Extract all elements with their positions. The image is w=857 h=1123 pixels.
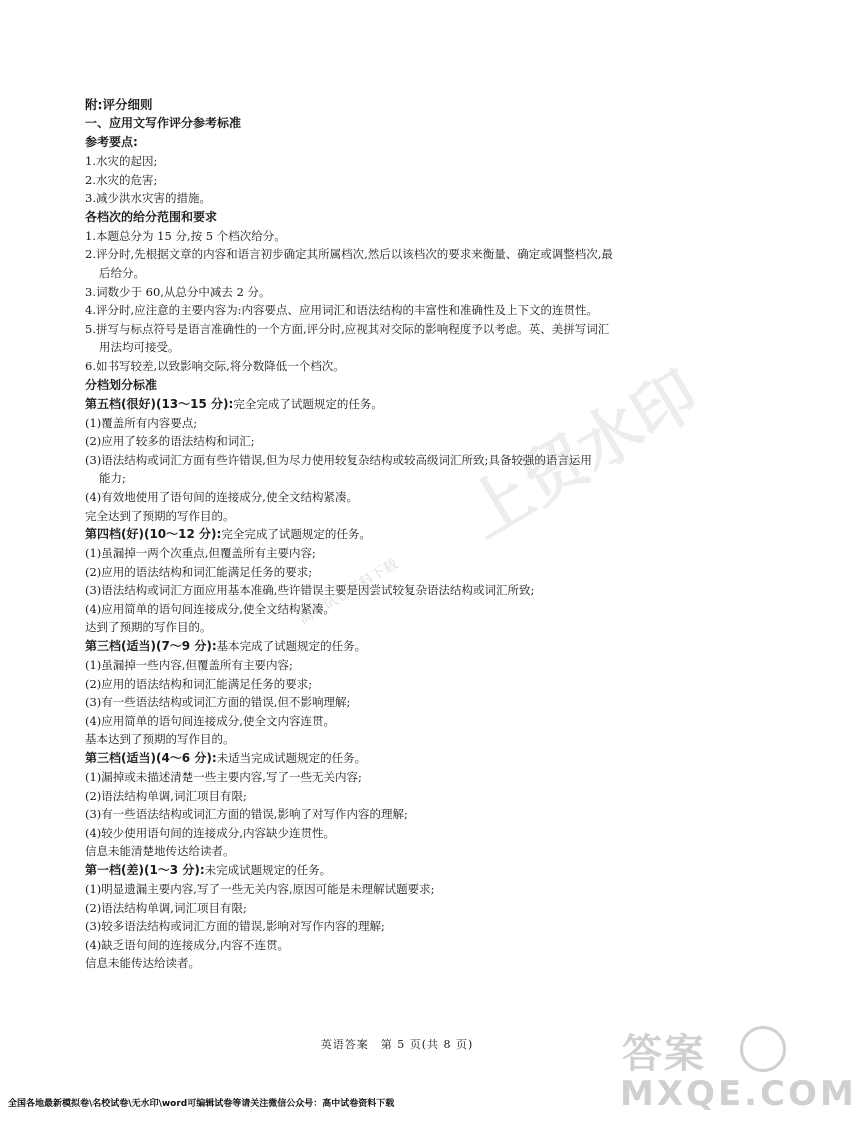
criteria-item: (1)明显遗漏主要内容,写了一些无关内容,原因可能是未理解试题要求;	[85, 882, 435, 896]
criteria-item: (1)漏掉或未描述清楚一些主要内容,写了一些无关内容;	[85, 770, 362, 785]
section-title: 一、应用文写作评分参考标准	[85, 116, 242, 130]
grade-block	[85, 525, 725, 637]
grade-header	[85, 525, 725, 544]
grade-summary: 完全达到了预期的写作目的。	[85, 508, 235, 523]
grade-header	[85, 637, 725, 656]
criteria-item: (3)语法结构或词汇方面有些许错误,但为尽力使用较复杂结构或较高级词汇所致;具备较强的语言运用	[85, 452, 592, 467]
grade-block	[85, 749, 725, 861]
grade-desc: 未完成试题规定的任务。	[204, 863, 332, 877]
criteria-item: (1)虽漏掉一两个次重点,但覆盖所有主要内容;	[85, 546, 316, 561]
grade-summary: 基本达到了预期的写作目的。	[85, 732, 235, 747]
grade-summary: 信息未能清楚地传达给读者。	[85, 844, 235, 859]
list-item: 5.拼写与标点符号是语言准确性的一个方面,评分时,应视其对交际的影响程度予以考虑。英、美拼写词汇	[85, 321, 610, 336]
page-footer: 英语答案 第 5 页(共 8 页)	[320, 1038, 474, 1051]
ranges-heading: 各档次的给分范围和要求	[85, 209, 218, 224]
criteria-item: (2)语法结构单调,词汇项目有限;	[85, 788, 247, 803]
criteria-item: (2)应用的语法结构和词汇能满足任务的要求;	[85, 564, 313, 579]
logo-circle-icon	[740, 1026, 786, 1072]
logo-text: 答案	[622, 1031, 706, 1077]
grade-title: 第四档(好)(10～12 分):	[85, 527, 222, 542]
grade-block	[85, 861, 725, 973]
list-item: 1.水灾的起因;	[85, 154, 158, 168]
list-item: 2.水灾的危害;	[85, 172, 158, 187]
criteria-item: (4)较少使用语句间的连接成分,内容缺少连贯性。	[85, 825, 335, 840]
grade-desc: 基本完成了试题规定的任务。	[216, 639, 367, 654]
grade-title: 第一档(差)(1～3 分):	[85, 863, 205, 877]
key-points-list	[85, 152, 725, 208]
criteria-item: (2)语法结构单调,词汇项目有限;	[85, 900, 247, 915]
grading-heading: 分档划分标准	[85, 377, 158, 392]
criteria-item: (3)有一些语法结构或词汇方面的错误,影响了对写作内容的理解;	[85, 807, 408, 822]
grade-title: 第三档(适当)(4～6 分):	[85, 751, 217, 766]
list-item-continued: 用法均可接受。	[99, 340, 180, 355]
page-title: 附:评分细则	[85, 97, 153, 112]
grade-desc: 完全完成了试题规定的任务。	[233, 396, 383, 411]
grade-block	[85, 637, 725, 749]
grade-title: 第三档(适当)(7～9 分):	[85, 639, 217, 654]
grade-summary: 信息未能传达给读者。	[85, 956, 200, 971]
criteria-item: (3)有一些语法结构或词汇方面的错误,但不影响理解;	[85, 695, 351, 710]
grade-header	[85, 395, 725, 414]
criteria-item: (4)缺乏语句间的连接成分,内容不连贯。	[85, 937, 289, 952]
ranges-list	[85, 227, 725, 376]
grade-desc: 未适当完成试题规定的任务。	[216, 751, 367, 766]
key-points-heading: 参考要点:	[85, 135, 138, 149]
list-item: 2.评分时,先根据文章的内容和语言初步确定其所属档次,然后以该档次的要求来衡量、确定或调整档次,最	[85, 247, 613, 262]
grade-header	[85, 861, 725, 880]
list-item-continued: 后给分。	[99, 265, 145, 280]
criteria-item: (1)虽漏掉一些内容,但覆盖所有主要内容;	[85, 658, 293, 673]
criteria-item: (4)应用简单的语句间连接成分,使全文内容连贯。	[85, 713, 335, 728]
logo-url: MXQE.COM	[620, 1074, 857, 1114]
watermark-stamp: 高中试卷资料下载	[296, 556, 401, 628]
bottom-note: 全国各地最新模拟卷\名校试卷\无水印\word可编辑试卷等请关注微信公众号：高中试卷资料下载	[8, 1099, 395, 1109]
grade-desc: 完全完成了试题规定的任务。	[221, 527, 371, 542]
document-body	[85, 95, 725, 973]
list-item: 3.减少洪水灾害的措施。	[85, 191, 211, 206]
grade-header	[85, 749, 725, 768]
criteria-item: (4)应用简单的语句间连接成分,使全文结构紧凑。	[85, 601, 335, 616]
criteria-item: (3)较多语法结构或词汇方面的错误,影响对写作内容的理解;	[85, 919, 385, 934]
criteria-item: (2)应用的语法结构和词汇能满足任务的要求;	[85, 676, 313, 691]
list-item: 4.评分时,应注意的主要内容为:内容要点、应用词汇和语法结构的丰富性和准确性及上下文的连贯性。	[85, 303, 598, 318]
watermark-large: 上贸水印	[454, 357, 712, 553]
criteria-item: (4)有效地使用了语句间的连接成分,使全文结构紧凑。	[85, 489, 358, 504]
grade-title: 第五档(很好)(13～15 分):	[85, 396, 234, 411]
list-item: 1.本题总分为 15 分,按 5 个档次给分。	[85, 228, 286, 243]
site-logo	[612, 1010, 857, 1120]
grade-block	[85, 395, 725, 526]
list-item: 6.如书写较差,以致影响交际,将分数降低一个档次。	[85, 358, 345, 373]
criteria-item: (1)覆盖所有内容要点;	[85, 415, 198, 430]
grade-summary: 达到了预期的写作目的。	[85, 620, 212, 635]
list-item: 3.词数少于 60,从总分中减去 2 分。	[85, 284, 271, 299]
criteria-item: (2)应用了较多的语法结构和词汇;	[85, 434, 255, 449]
criteria-item-continued: 能力;	[99, 471, 126, 486]
criteria-item: (3)语法结构或词汇方面应用基本准确,些许错误主要是因尝试较复杂语法结构或词汇所致;	[85, 583, 535, 598]
